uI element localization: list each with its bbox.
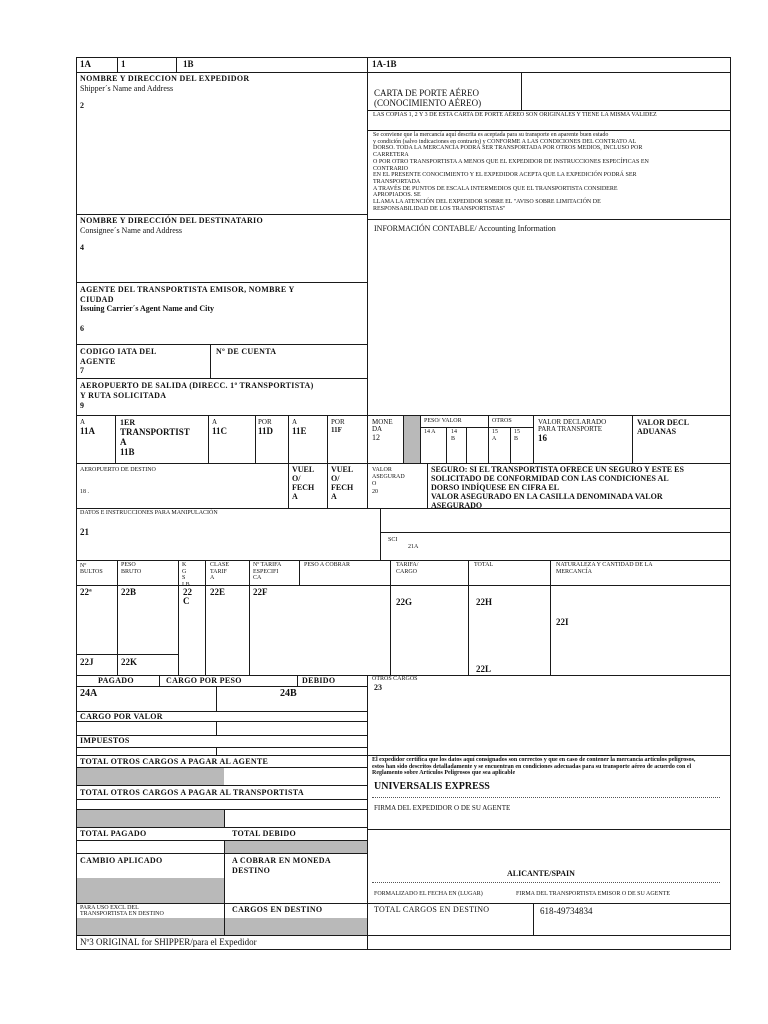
field-11c: 11C — [212, 426, 228, 436]
carrier-use-label-2: TRANSPORTISTA EN DESTINO — [80, 911, 164, 917]
iata-label-line1: CODIGO IATA DEL — [80, 347, 157, 356]
flight-date-line: O/ — [331, 473, 340, 483]
shaded-cell — [77, 810, 224, 827]
col-pieces-2: BULTOS — [80, 569, 103, 575]
iata-label-line2: AGENTE — [80, 357, 116, 366]
col-nature-quantity — [556, 562, 653, 575]
agent-number: 6 — [80, 324, 84, 333]
weight-charge-label: CARGO POR PESO — [166, 676, 242, 685]
col-total: TOTAL — [474, 562, 494, 568]
field-22j: 22J — [80, 657, 94, 667]
col-gross-weight-2: BRUTO — [121, 569, 142, 575]
condition-line: O POR OTRO TRANSPORTISTA A MENOS QUE EL EXPEDIDOR DE INSTRUCCIONES ESPECÍFICAS EN — [373, 158, 649, 165]
consignee-number: 4 — [80, 243, 84, 252]
insurance-line: DORSO INDÍQUESE EN CIFRA EL — [431, 482, 560, 492]
flight-date-1 — [292, 466, 314, 502]
header-line: NATURALEZA Y CANTIDAD DE LA — [556, 562, 653, 568]
flight-date-line: FECH — [331, 482, 354, 492]
departure-label-line1: AEROPUERTO DE SALIDA (DIRECC. 1º TRANSPORTISTA) — [80, 381, 314, 390]
header-line: TARIFA/ — [396, 562, 419, 568]
execution-line — [372, 882, 720, 883]
sci-label: SCI — [388, 537, 398, 543]
declared-value-customs-1: VALOR DECL — [637, 418, 690, 427]
header-line: MERCANCÍA — [556, 568, 593, 575]
condition-line: CARRETERA — [373, 152, 409, 159]
agent-title-line1: AGENTE DEL TRANSPORTISTA EMISOR, NOMBRE Y — [80, 285, 295, 294]
condition-line: APROPIADOS. SE — [373, 192, 421, 199]
to-label-1: A — [80, 418, 86, 426]
shipper-number: 2 — [80, 101, 84, 110]
total-other-charges-carrier-label: TOTAL OTROS CARGOS A PAGAR AL TRANSPORTISTA — [80, 788, 304, 797]
total-prepaid-label: TOTAL PAGADO — [80, 829, 147, 838]
shaded-cell — [77, 878, 224, 903]
certification-line: El expedidor certifica que los datos aquí consignados son correctos y que en caso de contener la mercancía artículos peligrosos, — [372, 757, 696, 763]
col-chargeable-weight: PESO A COBRAR — [304, 562, 351, 568]
box-1a-1b: 1A-1B — [372, 59, 397, 69]
first-carrier-label-3: A — [120, 437, 127, 447]
condition-line: y condición (salvo indicaciones en contrario) y CONFORME A LAS CONDICIONES DEL CONTRATO AL — [373, 138, 637, 145]
currency-conversion-label: CAMBIO APLICADO — [80, 856, 163, 865]
execution-place: ALICANTE/SPAIN — [507, 869, 575, 878]
shaded-cell — [225, 841, 367, 853]
field-11b: 11B — [120, 447, 135, 457]
field-23: 23 — [374, 683, 382, 692]
valuation-charge-label: CARGO POR VALOR — [80, 712, 163, 721]
shipper-title: NOMBRE Y DIRECCION DEL EXPEDIDOR — [80, 74, 250, 83]
departure-number: 9 — [80, 401, 84, 410]
field-22c-2: C — [183, 596, 190, 606]
weight-value-label: PESO/ VALOR — [424, 418, 462, 424]
handling-info-label: DATOS E INSTRUCCIONES PARA MANIPULACIÓN — [80, 510, 218, 516]
field-11d: 11D — [258, 426, 274, 436]
field-18: 18 . — [80, 489, 89, 495]
total-other-charges-agent-label: TOTAL OTROS CARGOS A PAGAR AL AGENTE — [80, 757, 269, 766]
condition-line: EN EL PRESENTE CONOCIMIENTO Y EL EXPEDIDOR ACEPTA QUE LA EXPEDICIÓN PODRÁ SER — [373, 172, 637, 179]
flight-date-line: A — [292, 491, 298, 501]
field-22b: 22B — [121, 587, 137, 597]
shipper-company-name: UNIVERSALIS EXPRESS — [374, 781, 490, 792]
shaded-cell — [225, 918, 367, 935]
header-line: LB — [182, 582, 190, 589]
insurance-line: SEGURO: SI EL TRANSPORTISTA OFRECE UN SEGURO Y ESTE ES — [431, 465, 684, 474]
executed-on-label: FORMALIZADO EL FECHA EN (LUGAR) — [374, 891, 483, 897]
condition-line: LLAMA LA ATENCIÓN DEL EXPEDIDOR SOBRE EL "AVISO SOBRE LIMITACIÓN DE — [373, 199, 601, 206]
field-22k: 22K — [121, 657, 138, 667]
insured-value-label-1: VALOR — [372, 467, 392, 473]
field-21a: 21A — [408, 544, 419, 550]
field-11f: 11F — [331, 426, 342, 434]
field-22l: 22L — [476, 664, 492, 674]
insurance-line: ASEGURADO — [431, 500, 483, 510]
field-22a: 22ª — [80, 587, 92, 597]
original-copy-label: Nº3 ORIGINAL for SHIPPER/para el Expedidor — [80, 937, 257, 947]
awb-number: 618-49734834 — [540, 906, 593, 916]
flight-date-line: O/ — [292, 473, 301, 483]
condition-line: CONTRARIO — [373, 165, 409, 172]
header-line: CLASE — [210, 562, 230, 568]
col-rate-charge — [396, 562, 418, 575]
waybill-title: CARTA DE PORTE AÉREO — [374, 88, 479, 98]
header-line: G — [182, 568, 187, 575]
field-15a-1: 15 — [492, 429, 498, 435]
field-22g: 22G — [396, 597, 413, 607]
declared-value-carriage-2: PARA TRANSPORTE — [538, 425, 602, 433]
header-line: CA — [253, 575, 262, 582]
condition-line: TRANSPORTADA — [373, 179, 421, 186]
col-gross-weight-1: PESO — [121, 562, 136, 568]
field-20: 20 — [372, 489, 378, 495]
field-22i: 22I — [556, 617, 569, 627]
header-line: TARIF — [210, 568, 227, 575]
carrier-use-label-1: PARA USO EXCL DEL — [80, 905, 139, 911]
to-label-3: A — [292, 418, 298, 426]
prepaid-label: PAGADO — [98, 676, 134, 685]
destination-airport-label: AEROPUERTO DE DESTINO — [80, 467, 156, 473]
col-commodity-item — [253, 562, 281, 582]
other-label: OTROS — [492, 418, 512, 424]
certification-line: estos han sido descritos detalladamente y se encuentran en condiciones adecuadas para su transporte aéreo de acuerdo con el — [372, 763, 692, 770]
shipper-subtitle: Shipper´s Name and Address — [80, 84, 174, 93]
field-21: 21 — [80, 527, 89, 537]
flight-date-line: FECH — [292, 482, 315, 492]
contract-conditions — [373, 132, 725, 213]
field-14a: 14 A — [424, 429, 436, 435]
declared-value-carriage-1: VALOR DECLARADO — [538, 418, 607, 426]
shipper-certification-text — [372, 757, 728, 777]
certification-line: Reglamento sobre Artículos Peligrosos que sea aplicable — [372, 770, 516, 777]
box-1: 1 — [121, 59, 126, 69]
account-number-label: Nº DE CUENTA — [216, 347, 277, 356]
cc-charges-dest-label-1: A COBRAR EN MONEDA — [232, 856, 331, 865]
agent-subtitle: Issuing Carrier´s Agent Name and City — [80, 304, 214, 313]
insurance-line: VALOR ASEGURADO EN LA CASILLA DENOMINADA VALOR — [431, 491, 663, 501]
condition-line: Se conviene que la mercancía aquí descrita es aceptada para su transporte en aparente buen estado — [373, 132, 609, 138]
cc-charges-dest-label-2: DESTINO — [232, 866, 271, 875]
accounting-info-label: INFORMACIÓN CONTABLE/ Accounting Information — [374, 224, 556, 233]
insurance-notice — [431, 466, 727, 511]
insured-value-label-3: O — [372, 481, 377, 487]
header-line: A — [210, 575, 215, 582]
condition-line: A TRAVÉS DE PUNTOS DE ESCALA INTERMEDIOS QUE EL TRANSPORTISTA CONSIDERE — [373, 185, 618, 192]
header-line: ESPECIFI — [253, 568, 279, 575]
copies-notice: LAS COPIAS 1, 2 Y 3 DE ESTA CARTA DE PORTE AÉREO SON ORIGINALES Y TIENE LA MISMA VALIDEZ — [373, 112, 657, 118]
tax-label: IMPUESTOS — [80, 736, 130, 745]
header-line: S — [182, 575, 186, 582]
other-charges-label: OTROS CARGOS — [372, 676, 418, 682]
box-1a: 1A — [80, 59, 91, 69]
iata-number: 7 — [80, 366, 84, 375]
agent-title-line2: CIUDAD — [80, 295, 114, 304]
total-collect-charges-label: TOTAL CARGOS EN DESTINO — [374, 905, 490, 914]
field-15b-2: B — [514, 436, 519, 442]
first-carrier-label-1: 1ER — [120, 418, 136, 427]
field-11e: 11E — [292, 426, 307, 436]
insured-value-label-2: ASEGURAD — [372, 474, 405, 480]
charges-at-destination-label: CARGOS EN DESTINO — [232, 905, 323, 914]
consignee-subtitle: Consignee´s Name and Address — [80, 226, 182, 235]
field-11a: 11A — [80, 426, 96, 436]
field-24a: 24A — [80, 688, 98, 699]
declared-value-customs-2: ADUANAS — [637, 427, 677, 436]
currency-label-1: MONE — [372, 418, 393, 426]
consignee-title: NOMBRE Y DIRECCIÓN DEL DESTINATARIO — [80, 216, 263, 225]
shaded-cell — [77, 768, 224, 785]
header-line: CARGO — [396, 568, 418, 575]
field-12: 12 — [372, 433, 380, 442]
by-label-1: POR — [258, 418, 272, 426]
condition-line: DORSO. TODA LA MERCANCÍA PODRÁ SER TRANSPORTADA POR OTROS MEDIOS, INCLUSO POR — [373, 145, 643, 152]
field-16: 16 — [538, 433, 547, 443]
shipper-signature-label: FIRMA DEL EXPEDIDOR O DE SU AGENTE — [374, 804, 511, 812]
flight-date-line: A — [331, 491, 337, 501]
to-label-2: A — [212, 418, 218, 426]
box-1b: 1B — [183, 59, 194, 69]
shaded-cell — [404, 416, 420, 463]
field-22f: 22F — [253, 587, 268, 597]
shaded-cell — [77, 918, 224, 935]
currency-label-2: DA — [372, 425, 383, 433]
col-pieces-1: Nº — [80, 563, 87, 569]
field-22e: 22E — [210, 587, 226, 597]
field-22c-1: 22 — [183, 587, 192, 597]
first-carrier-label-2: TRANSPORTIST — [120, 427, 190, 437]
header-line: K — [182, 562, 187, 568]
field-15b-1: 15 — [514, 429, 520, 435]
col-kg-lb — [182, 562, 190, 589]
field-14b-2: B — [451, 436, 456, 442]
flight-date-2 — [331, 466, 353, 502]
field-15a-2: A — [492, 436, 497, 442]
total-collect-label: TOTAL DEBIDO — [232, 829, 296, 838]
by-label-2: POR — [331, 418, 345, 426]
insurance-line: SOLICITADO DE CONFORMIDAD CON LAS CONDICIONES AL — [431, 473, 669, 483]
carrier-signature-label: FIRMA DEL TRANSPORTISTA EMISOR O DE SU AGENTE — [516, 891, 671, 897]
flight-date-line: VUEL — [331, 465, 354, 474]
waybill-subtitle: (CONOCIMIENTO AÉREO) — [374, 98, 482, 108]
field-24b: 24B — [280, 688, 297, 699]
signature-line — [372, 797, 720, 798]
header-line: Nº TARIFA — [253, 562, 282, 568]
col-rate-class — [210, 562, 229, 582]
field-14b-1: 14 — [451, 429, 457, 435]
collect-label: DEBIDO — [302, 676, 336, 685]
departure-label-line2: Y RUTA SOLICITADA — [80, 391, 167, 400]
flight-date-line: VUEL — [292, 465, 315, 474]
field-22h: 22H — [476, 597, 493, 607]
condition-line: RESPONSABILIDAD DE LOS TRANSPORTISTAS" — [373, 205, 506, 212]
